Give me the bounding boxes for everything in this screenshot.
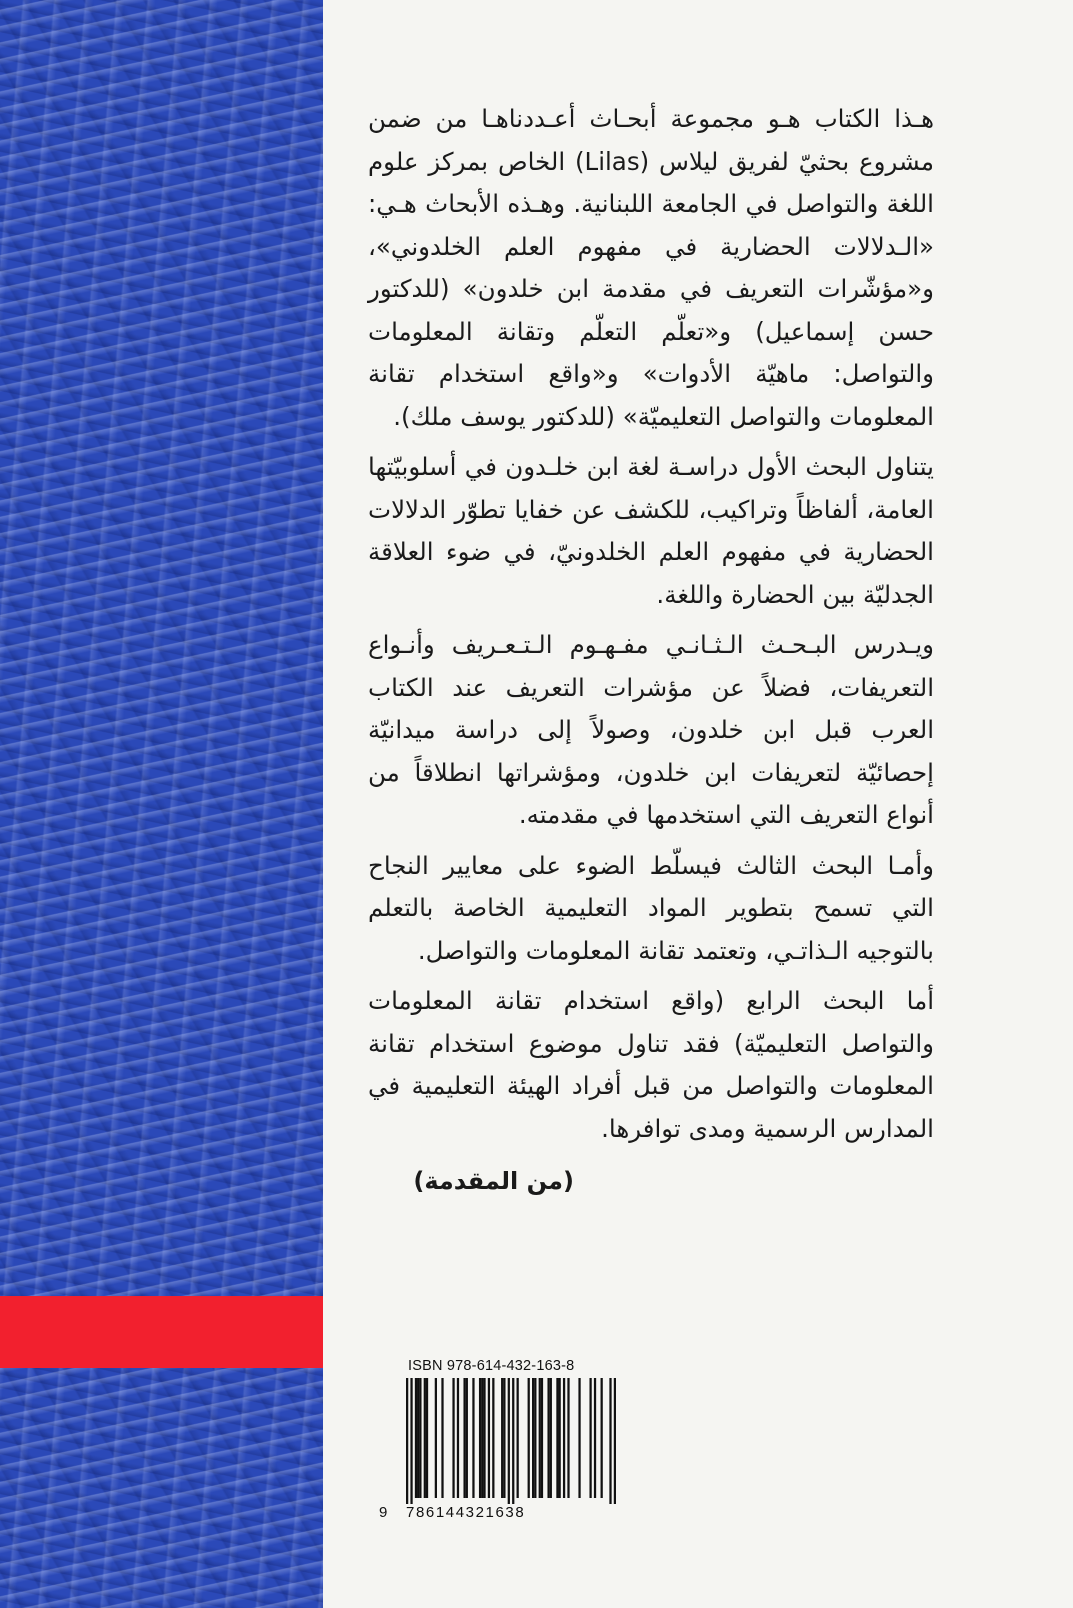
barcode-bar xyxy=(472,1378,474,1498)
barcode-bar xyxy=(426,1378,428,1498)
barcode-bars xyxy=(406,1378,616,1504)
blurb-paragraph-4: وأمـا البحث الثالث فيسلّط الضوء على معايير النجاح التي تسمح بتطوير المواد التعليمية الخاصة بالتعلم بالتوجيه الـذاتـي، وتعتمد تقانة المعلومات والتواصل. xyxy=(368,850,934,965)
blurb-paragraph-2: يتناول البحث الأول دراسـة لغة ابن خلـدون في أسلوبيّتها العامة، ألفاظاً وتراكيب، للكشف عن خفايا تطوّر الدلالات الحضارية في مفهوم العلم الخلدونيّ، في ضوء العلاقة الجدليّة بين الحضارة واللغة. xyxy=(368,452,934,609)
blurb-paragraph-5: أما البحث الرابع (واقع استخدام تقانة المعلومات والتواصل التعليميّة) فقد تناول موضوع استخدام تقانة المعلومات والتواصل من قبل أفراد الهيئة التعليمية في المدارس الرسمية ومدى توافرها. xyxy=(368,986,934,1143)
blurb-paragraph-1: هـذا الكتاب هـو مجموعة أبحـاث أعـددناهـا من ضمن مشروع بحثيّ لفريق ليلاس (Lilas) الخاص بمركز علوم اللغة والتواصل في الجامعة اللبنانية. وهـذه الأبحاث هـي: «الـدلالات الحضارية في مفهوم العلم الخلدوني»، و«مؤشّرات التعريف في مقدمة ابن خلدون» (للدكتور حسن إسماعيل) و«تعلّم التعلّم وتقانة المعلومات والتواصل: ماهيّة الأدوات» و«واقع استخدام تقانة المعلومات والتواصل التعليميّة» (للدكتور يوسف ملك). xyxy=(368,104,934,431)
barcode-bar xyxy=(550,1378,552,1498)
barcode-bar xyxy=(424,1378,426,1498)
barcode-bar xyxy=(601,1378,603,1498)
barcode-bar xyxy=(452,1378,454,1498)
barcode-bar xyxy=(567,1378,569,1498)
barcode-bar xyxy=(483,1378,485,1498)
barcode-lead-digit: 9 xyxy=(379,1504,388,1521)
barcode-bar xyxy=(492,1378,494,1498)
barcode-bar xyxy=(578,1378,580,1498)
barcode-bar xyxy=(528,1378,530,1498)
isbn-label: ISBN 978-614-432-163-8 xyxy=(408,1358,575,1374)
barcode-bar xyxy=(532,1378,534,1498)
blurb-source-note: (من المقدمة) xyxy=(413,1167,574,1195)
barcode-digits xyxy=(379,1504,621,1524)
barcode-bar xyxy=(406,1378,408,1504)
barcode-bar xyxy=(410,1378,412,1504)
barcode-bar xyxy=(594,1378,596,1498)
barcode-bar xyxy=(609,1378,611,1504)
barcode-bar xyxy=(556,1378,558,1498)
barcode-bar xyxy=(563,1378,565,1498)
barcode-bar xyxy=(481,1378,483,1498)
barcode-bar xyxy=(534,1378,536,1498)
barcode-bar xyxy=(463,1378,465,1498)
barcode-bar xyxy=(417,1378,419,1498)
barcode-number: 786144321638 xyxy=(406,1504,526,1521)
barcode-bar xyxy=(441,1378,443,1498)
barcode-bar xyxy=(479,1378,481,1498)
barcode-bar xyxy=(512,1378,514,1504)
back-cover-blurb xyxy=(368,98,934,1203)
barcode-bar xyxy=(539,1378,541,1498)
blurb-paragraph-3: ويـدرس البـحـث الـثـانـي مفـهـوم الـتـعـريف وأنـواع التعريفات، فضلاً عن مؤشرات التعريف عند الكتاب العرب قبل ابن خلدون، وصولاً إلى دراسة ميدانيّة إحصائيّة لتعريفات ابن خلدون، ومؤشراتها انطلاقاً من أنواع التعريف التي استخدمها في مقدمته. xyxy=(368,630,934,829)
isbn-barcode xyxy=(379,1358,616,1526)
barcode-bar xyxy=(466,1378,468,1498)
barcode-bar xyxy=(503,1378,505,1498)
barcode-bar xyxy=(419,1378,421,1498)
barcode-bar xyxy=(559,1378,561,1498)
red-stripe xyxy=(0,1296,323,1368)
barcode-bar xyxy=(614,1378,616,1504)
barcode-bar xyxy=(435,1378,437,1498)
barcode-bar xyxy=(457,1378,459,1498)
barcode-bar xyxy=(517,1378,519,1498)
barcode-bar xyxy=(508,1378,510,1504)
barcode-bar xyxy=(589,1378,591,1498)
barcode-bar xyxy=(547,1378,549,1498)
barcode-bar xyxy=(488,1378,490,1498)
barcode-bar xyxy=(415,1378,417,1498)
barcode-bar xyxy=(501,1378,503,1498)
barcode-bar xyxy=(541,1378,543,1498)
